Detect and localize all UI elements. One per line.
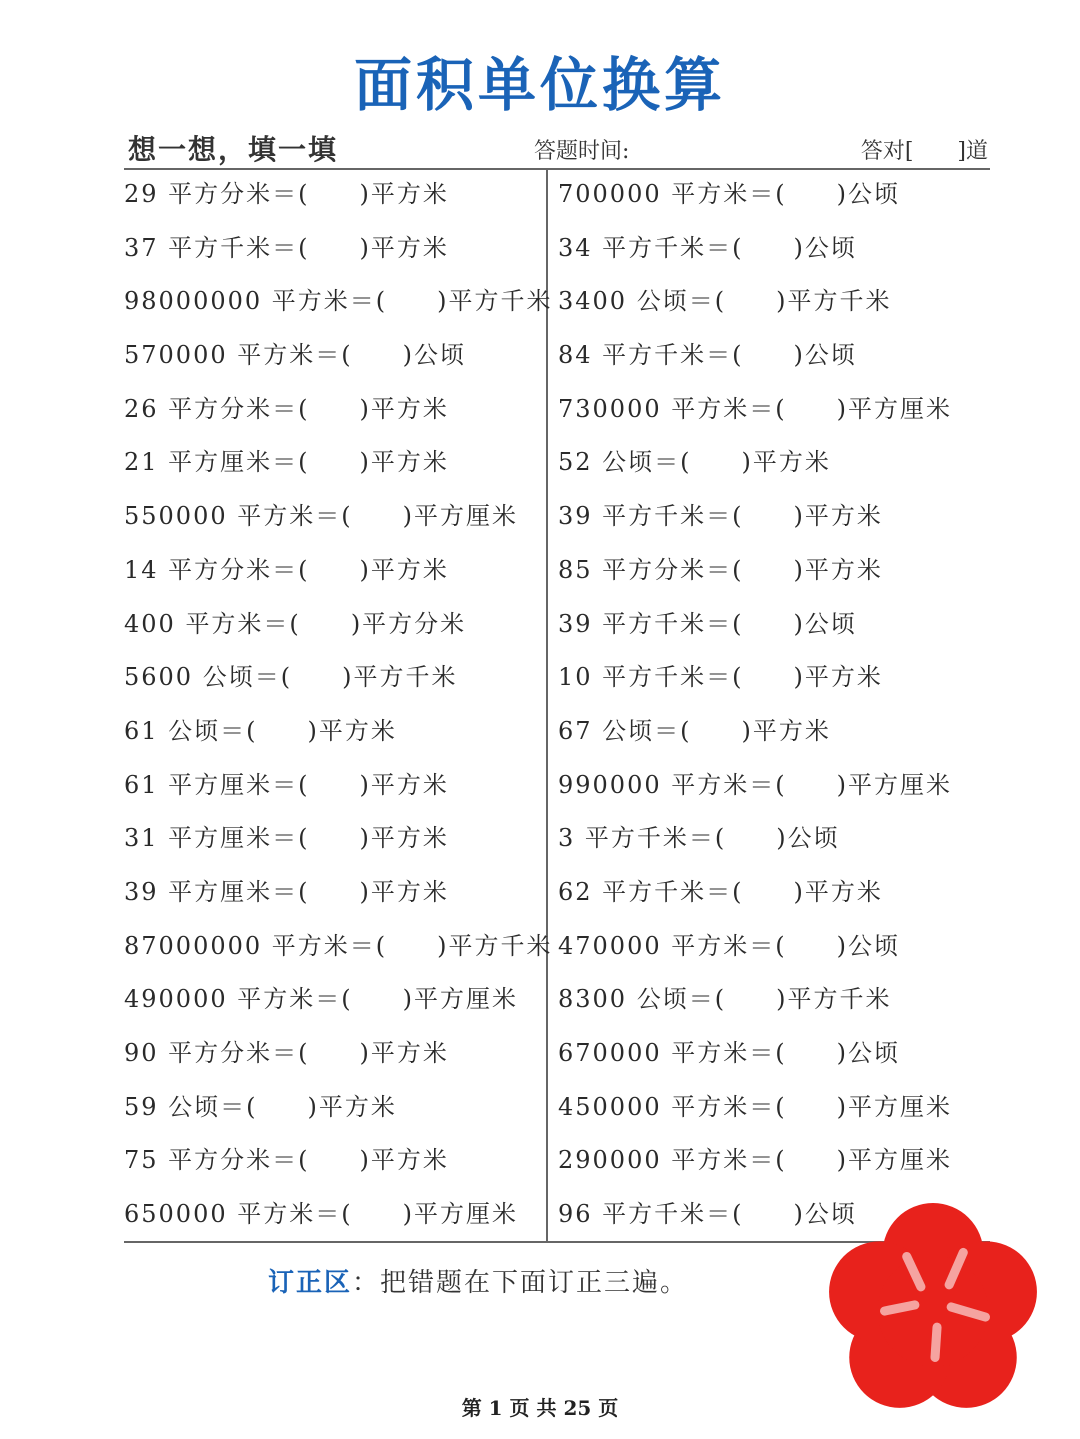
question-row: 400 平方米＝( )平方分米 bbox=[124, 609, 467, 638]
question-row: 75 平方分米＝( )平方米 bbox=[124, 1146, 449, 1175]
question-row: 650000 平方米＝( )平方厘米 bbox=[124, 1200, 518, 1229]
question-row: 3400 公顷＝( )平方千米 bbox=[558, 287, 892, 316]
question-row: 34 平方千米＝( )公顷 bbox=[558, 233, 857, 262]
question-row: 730000 平方米＝( )平方厘米 bbox=[558, 394, 952, 423]
question-row: 26 平方分米＝( )平方米 bbox=[124, 394, 449, 423]
question-row: 490000 平方米＝( )平方厘米 bbox=[124, 985, 518, 1014]
page-title: 面积单位换算 bbox=[353, 51, 726, 119]
right-question-column bbox=[558, 168, 988, 1242]
question-row: 59 公顷＝( )平方米 bbox=[124, 1092, 397, 1121]
left-question-column bbox=[124, 168, 553, 1242]
question-row: 98000000 平方米＝( )平方千米 bbox=[124, 287, 553, 316]
correction-label: 订正区 bbox=[268, 1268, 353, 1298]
question-row: 570000 平方米＝( )公顷 bbox=[124, 341, 466, 370]
question-row: 87000000 平方米＝( )平方千米 bbox=[124, 931, 553, 960]
question-row: 39 平方千米＝( )公顷 bbox=[558, 609, 857, 638]
page-number: 第 1 页 共 25 页 bbox=[461, 1396, 619, 1420]
question-row: 450000 平方米＝( )平方厘米 bbox=[558, 1092, 952, 1121]
question-row: 31 平方厘米＝( )平方米 bbox=[124, 824, 449, 853]
question-row: 5600 公顷＝( )平方千米 bbox=[124, 663, 458, 692]
question-row: 700000 平方米＝( )公顷 bbox=[558, 180, 900, 208]
question-row: 14 平方分米＝( )平方米 bbox=[124, 555, 449, 584]
question-row: 10 平方千米＝( )平方米 bbox=[558, 663, 883, 692]
question-row: 85 平方分米＝( )平方米 bbox=[558, 555, 883, 584]
correct-count-label: 答对[ ]道 bbox=[860, 139, 988, 164]
instruction-text: 想一想，填一填 bbox=[128, 133, 339, 166]
correction-area bbox=[268, 1262, 688, 1299]
question-row: 3 平方千米＝( )公顷 bbox=[558, 824, 840, 853]
worksheet-header bbox=[124, 124, 990, 168]
question-row: 61 平方厘米＝( )平方米 bbox=[124, 770, 449, 799]
question-row: 39 平方千米＝( )平方米 bbox=[558, 502, 883, 531]
question-row: 990000 平方米＝( )平方厘米 bbox=[558, 770, 952, 799]
question-row: 90 平方分米＝( )平方米 bbox=[124, 1039, 449, 1067]
column-divider bbox=[546, 170, 548, 1241]
correction-instruction: ：把错题在下面订正三遍。 bbox=[352, 1268, 689, 1298]
question-row: 670000 平方米＝( )公顷 bbox=[558, 1039, 900, 1067]
question-row: 61 公顷＝( )平方米 bbox=[124, 716, 397, 745]
question-row: 96 平方千米＝( )公顷 bbox=[558, 1200, 857, 1229]
question-row: 550000 平方米＝( )平方厘米 bbox=[124, 502, 518, 531]
question-row: 29 平方分米＝( )平方米 bbox=[124, 180, 449, 208]
question-row: 8300 公顷＝( )平方千米 bbox=[558, 985, 892, 1014]
question-row: 84 平方千米＝( )公顷 bbox=[558, 341, 857, 370]
question-row: 37 平方千米＝( )平方米 bbox=[124, 233, 449, 262]
question-row: 52 公顷＝( )平方米 bbox=[558, 448, 831, 477]
question-row: 290000 平方米＝( )平方厘米 bbox=[558, 1146, 952, 1175]
answer-time-label: 答题时间: bbox=[534, 139, 630, 164]
question-row: 67 公顷＝( )平方米 bbox=[558, 716, 831, 745]
question-row: 470000 平方米＝( )公顷 bbox=[558, 931, 900, 960]
question-row: 62 平方千米＝( )平方米 bbox=[558, 877, 883, 906]
question-row: 21 平方厘米＝( )平方米 bbox=[124, 448, 449, 477]
plum-blossom-icon bbox=[822, 1198, 1044, 1420]
question-row: 39 平方厘米＝( )平方米 bbox=[124, 877, 449, 906]
